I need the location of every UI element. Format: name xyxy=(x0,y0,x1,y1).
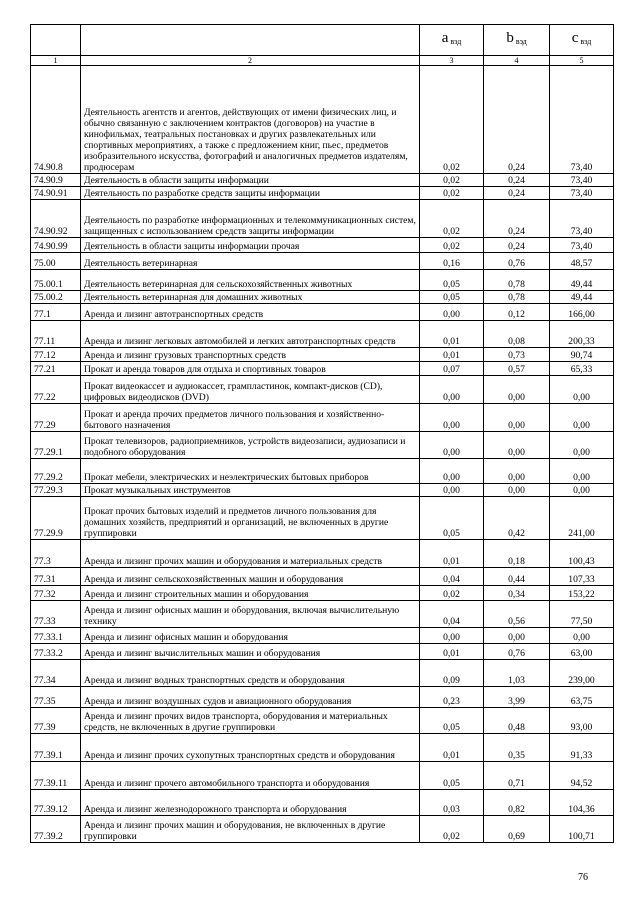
row-value-c: 100,43 xyxy=(550,540,614,568)
row-description: Аренда и лизинг грузовых транспортных средств xyxy=(81,348,420,362)
row-code: 77.39.2 xyxy=(31,816,81,843)
table-row xyxy=(31,376,614,404)
row-code: 77.11 xyxy=(31,321,81,348)
row-value-b: 0,44 xyxy=(484,568,550,586)
row-description: Прокат мебели, электрических и неэлектрических бытовых приборов xyxy=(81,459,420,484)
row-description: Аренда и лизинг строительных машин и оборудования xyxy=(81,586,420,601)
row-value-b: 0,69 xyxy=(484,816,550,843)
table-row xyxy=(31,404,614,432)
row-value-b: 0,00 xyxy=(484,484,550,497)
row-value-c: 93,00 xyxy=(550,708,614,734)
row-code: 77.3 xyxy=(31,540,81,568)
table-row xyxy=(31,200,614,238)
column-number: 2 xyxy=(81,56,420,66)
row-description: Аренда и лизинг офисных машин и оборудования xyxy=(81,628,420,644)
table-row xyxy=(31,762,614,790)
row-value-b: 0,35 xyxy=(484,734,550,762)
row-description: Аренда и лизинг прочих видов транспорта, оборудования и материальных средств, не включенных в другие группировки xyxy=(81,708,420,734)
row-value-b: 0,56 xyxy=(484,601,550,628)
row-value-b: 0,73 xyxy=(484,348,550,362)
row-value-a: 0,00 xyxy=(420,432,484,459)
column-number-row xyxy=(31,56,614,66)
table-row xyxy=(31,348,614,362)
row-description: Деятельность по разработке средств защиты информации xyxy=(81,187,420,200)
row-value-b: 0,48 xyxy=(484,708,550,734)
table-row xyxy=(31,660,614,687)
row-value-b: 0,00 xyxy=(484,404,550,432)
row-value-c: 153,22 xyxy=(550,586,614,601)
row-description: Деятельность в области защиты информации прочая xyxy=(81,238,420,253)
header-cell-c: c $_{вэд}$ xyxy=(550,25,614,56)
row-value-a: 0,04 xyxy=(420,568,484,586)
row-value-c: 48,57 xyxy=(550,253,614,270)
row-code: 77.34 xyxy=(31,660,81,687)
row-value-c: 0,00 xyxy=(550,404,614,432)
row-value-c: 77,50 xyxy=(550,601,614,628)
row-value-a: 0,01 xyxy=(420,734,484,762)
row-value-a: 0,00 xyxy=(420,404,484,432)
row-description: Аренда и лизинг прочих машин и оборудования и материальных средств xyxy=(81,540,420,568)
row-value-b: 0,00 xyxy=(484,376,550,404)
table-row xyxy=(31,734,614,762)
row-code: 77.22 xyxy=(31,376,81,404)
row-value-a: 0,02 xyxy=(420,816,484,843)
row-code: 75.00.2 xyxy=(31,291,81,304)
row-code: 77.31 xyxy=(31,568,81,586)
table-row xyxy=(31,432,614,459)
row-value-a: 0,00 xyxy=(420,484,484,497)
table-row xyxy=(31,628,614,644)
row-value-c: 104,36 xyxy=(550,790,614,816)
row-code: 74.90.92 xyxy=(31,200,81,238)
row-value-c: 0,00 xyxy=(550,376,614,404)
row-description: Аренда и лизинг вычислительных машин и оборудования xyxy=(81,644,420,660)
row-value-b: 0,24 xyxy=(484,187,550,200)
row-value-c: 239,00 xyxy=(550,660,614,687)
row-value-b: 0,57 xyxy=(484,362,550,376)
row-code: 75.00 xyxy=(31,253,81,270)
row-description: Аренда и лизинг сельскохозяйственных машин и оборудования xyxy=(81,568,420,586)
row-value-a: 0,00 xyxy=(420,304,484,321)
row-value-b: 0,71 xyxy=(484,762,550,790)
row-value-a: 0,00 xyxy=(420,459,484,484)
table-row xyxy=(31,497,614,540)
row-description: Аренда и лизинг воздушных судов и авиационного оборудования xyxy=(81,687,420,708)
row-description: Аренда и лизинг железнодорожного транспорта и оборудования xyxy=(81,790,420,816)
row-code: 75.00.1 xyxy=(31,270,81,291)
row-value-b: 0,34 xyxy=(484,586,550,601)
table-row xyxy=(31,568,614,586)
row-value-a: 0,01 xyxy=(420,540,484,568)
coefficients-table xyxy=(30,24,614,843)
row-value-a: 0,05 xyxy=(420,291,484,304)
column-number: 1 xyxy=(31,56,81,66)
row-value-b: 0,42 xyxy=(484,497,550,540)
row-value-b: 0,12 xyxy=(484,304,550,321)
row-value-c: 100,71 xyxy=(550,816,614,843)
row-description: Прокат прочих бытовых изделий и предметов личного пользования для домашних хозяйств, предприятий и организаций, не включенных в другие группировки xyxy=(81,497,420,540)
table-row xyxy=(31,270,614,291)
row-value-b: 0,82 xyxy=(484,790,550,816)
row-code: 77.29.1 xyxy=(31,432,81,459)
table-row xyxy=(31,708,614,734)
row-code: 77.39 xyxy=(31,708,81,734)
row-code: 74.90.9 xyxy=(31,174,81,187)
table-row xyxy=(31,362,614,376)
row-description: Прокат телевизоров, радиоприемников, устройств видеозаписи, аудиозаписи и подобного оборудования xyxy=(81,432,420,459)
row-value-b: 0,00 xyxy=(484,432,550,459)
row-code: 77.29.9 xyxy=(31,497,81,540)
row-value-c: 49,44 xyxy=(550,270,614,291)
row-value-a: 0,02 xyxy=(420,200,484,238)
row-value-c: 65,33 xyxy=(550,362,614,376)
row-value-c: 63,00 xyxy=(550,644,614,660)
row-code: 74.90.99 xyxy=(31,238,81,253)
row-value-b: 0,76 xyxy=(484,644,550,660)
row-value-c: 166,00 xyxy=(550,304,614,321)
row-value-b: 0,24 xyxy=(484,238,550,253)
table-row xyxy=(31,687,614,708)
table-row xyxy=(31,174,614,187)
row-code: 77.1 xyxy=(31,304,81,321)
row-value-b: 0,24 xyxy=(484,174,550,187)
row-value-a: 0,05 xyxy=(420,762,484,790)
table-row xyxy=(31,540,614,568)
row-value-a: 0,05 xyxy=(420,497,484,540)
table-row xyxy=(31,253,614,270)
row-value-a: 0,01 xyxy=(420,321,484,348)
table-row xyxy=(31,459,614,484)
row-value-a: 0,05 xyxy=(420,270,484,291)
row-description: Деятельность ветеринарная для домашних животных xyxy=(81,291,420,304)
row-value-c: 73,40 xyxy=(550,200,614,238)
row-code: 77.33.2 xyxy=(31,644,81,660)
row-value-b: 0,00 xyxy=(484,628,550,644)
column-number: 3 xyxy=(420,56,484,66)
header-cell-desc xyxy=(81,25,420,56)
row-value-a: 0,02 xyxy=(420,66,484,174)
row-value-b: 0,24 xyxy=(484,200,550,238)
row-value-b: 0,78 xyxy=(484,270,550,291)
row-value-a: 0,01 xyxy=(420,644,484,660)
table-row xyxy=(31,66,614,174)
row-description: Аренда и лизинг легковых автомобилей и легких автотранспортных средств xyxy=(81,321,420,348)
row-value-a: 0,00 xyxy=(420,628,484,644)
row-code: 77.39.12 xyxy=(31,790,81,816)
row-code: 77.35 xyxy=(31,687,81,708)
table-row xyxy=(31,484,614,497)
row-value-a: 0,05 xyxy=(420,708,484,734)
row-value-b: 0,76 xyxy=(484,253,550,270)
row-value-c: 73,40 xyxy=(550,174,614,187)
row-code: 74.90.8 xyxy=(31,66,81,174)
row-value-c: 0,00 xyxy=(550,459,614,484)
row-value-a: 0,02 xyxy=(420,586,484,601)
row-value-c: 73,40 xyxy=(550,66,614,174)
row-value-b: 0,08 xyxy=(484,321,550,348)
row-value-b: 0,18 xyxy=(484,540,550,568)
row-value-c: 107,33 xyxy=(550,568,614,586)
row-description: Аренда и лизинг прочих машин и оборудования, не включенных в другие группировки xyxy=(81,816,420,843)
row-value-c: 0,00 xyxy=(550,628,614,644)
row-value-a: 0,02 xyxy=(420,187,484,200)
row-description: Деятельность ветеринарная xyxy=(81,253,420,270)
table-row xyxy=(31,187,614,200)
row-description: Деятельность в области защиты информации xyxy=(81,174,420,187)
table-row xyxy=(31,816,614,843)
row-value-b: 3,99 xyxy=(484,687,550,708)
row-code: 77.39.11 xyxy=(31,762,81,790)
row-value-c: 73,40 xyxy=(550,238,614,253)
row-description: Аренда и лизинг офисных машин и оборудования, включая вычислительную технику xyxy=(81,601,420,628)
row-value-a: 0,02 xyxy=(420,174,484,187)
row-value-c: 63,75 xyxy=(550,687,614,708)
row-value-b: 0,24 xyxy=(484,66,550,174)
row-code: 77.29.3 xyxy=(31,484,81,497)
row-value-c: 49,44 xyxy=(550,291,614,304)
row-description: Прокат и аренда прочих предметов личного пользования и хозяйственно-бытового назначения xyxy=(81,404,420,432)
header-row xyxy=(31,25,614,56)
table-row xyxy=(31,321,614,348)
row-value-c: 0,00 xyxy=(550,432,614,459)
row-value-c: 241,00 xyxy=(550,497,614,540)
row-code: 77.21 xyxy=(31,362,81,376)
row-description: Аренда и лизинг водных транспортных средств и оборудования xyxy=(81,660,420,687)
row-code: 77.32 xyxy=(31,586,81,601)
row-description: Аренда и лизинг автотранспортных средств xyxy=(81,304,420,321)
row-code: 77.39.1 xyxy=(31,734,81,762)
row-value-c: 73,40 xyxy=(550,187,614,200)
table-row xyxy=(31,304,614,321)
row-value-b: 0,00 xyxy=(484,459,550,484)
table-row xyxy=(31,644,614,660)
row-code: 74.90.91 xyxy=(31,187,81,200)
row-value-a: 0,00 xyxy=(420,376,484,404)
row-description: Деятельность по разработке информационных и телекоммуникационных систем, защищенных с использованием средств защиты информации xyxy=(81,200,420,238)
row-value-c: 91,33 xyxy=(550,734,614,762)
row-value-a: 0,02 xyxy=(420,238,484,253)
row-code: 77.33.1 xyxy=(31,628,81,644)
row-value-c: 94,52 xyxy=(550,762,614,790)
table-row xyxy=(31,291,614,304)
row-code: 77.29 xyxy=(31,404,81,432)
row-value-a: 0,01 xyxy=(420,348,484,362)
row-value-a: 0,09 xyxy=(420,660,484,687)
table-row xyxy=(31,586,614,601)
row-description: Аренда и лизинг прочего автомобильного транспорта и оборудования xyxy=(81,762,420,790)
row-value-a: 0,07 xyxy=(420,362,484,376)
row-value-a: 0,23 xyxy=(420,687,484,708)
row-value-c: 90,74 xyxy=(550,348,614,362)
row-value-a: 0,04 xyxy=(420,601,484,628)
header-cell-b: b $_{вэд}$ xyxy=(484,25,550,56)
row-value-c: 200,33 xyxy=(550,321,614,348)
row-value-b: 0,78 xyxy=(484,291,550,304)
row-description: Аренда и лизинг прочих сухопутных транспортных средств и оборудования xyxy=(81,734,420,762)
page-number: 76 xyxy=(578,872,588,883)
table-row xyxy=(31,790,614,816)
column-number: 5 xyxy=(550,56,614,66)
row-value-a: 0,16 xyxy=(420,253,484,270)
column-number: 4 xyxy=(484,56,550,66)
table-row xyxy=(31,238,614,253)
row-description: Деятельность агентств и агентов, действующих от имени физических лиц, и обычно связанную с заключением контрактов (договоров) на участие в кинофильмах, театральных постановках и других развлекательных или спортивных мероприятиях, а также с предложением книг, пьес, предметов изобразительного искусства, фотографий и аналогичных предметов издателям, продюсерам xyxy=(81,66,420,174)
header-cell-code xyxy=(31,25,81,56)
row-description: Прокат и аренда товаров для отдыха и спортивных товаров xyxy=(81,362,420,376)
row-value-a: 0,03 xyxy=(420,790,484,816)
table-row xyxy=(31,601,614,628)
row-description: Прокат видеокассет и аудиокассет, грампластинок, компакт-дисков (CD), цифровых видеодисков (DVD) xyxy=(81,376,420,404)
row-code: 77.29.2 xyxy=(31,459,81,484)
row-description: Деятельность ветеринарная для сельскохозяйственных животных xyxy=(81,270,420,291)
row-description: Прокат музыкальных инструментов xyxy=(81,484,420,497)
row-value-b: 1,03 xyxy=(484,660,550,687)
row-value-c: 0,00 xyxy=(550,484,614,497)
row-code: 77.12 xyxy=(31,348,81,362)
header-cell-a: a $_{вэд}$ xyxy=(420,25,484,56)
row-code: 77.33 xyxy=(31,601,81,628)
